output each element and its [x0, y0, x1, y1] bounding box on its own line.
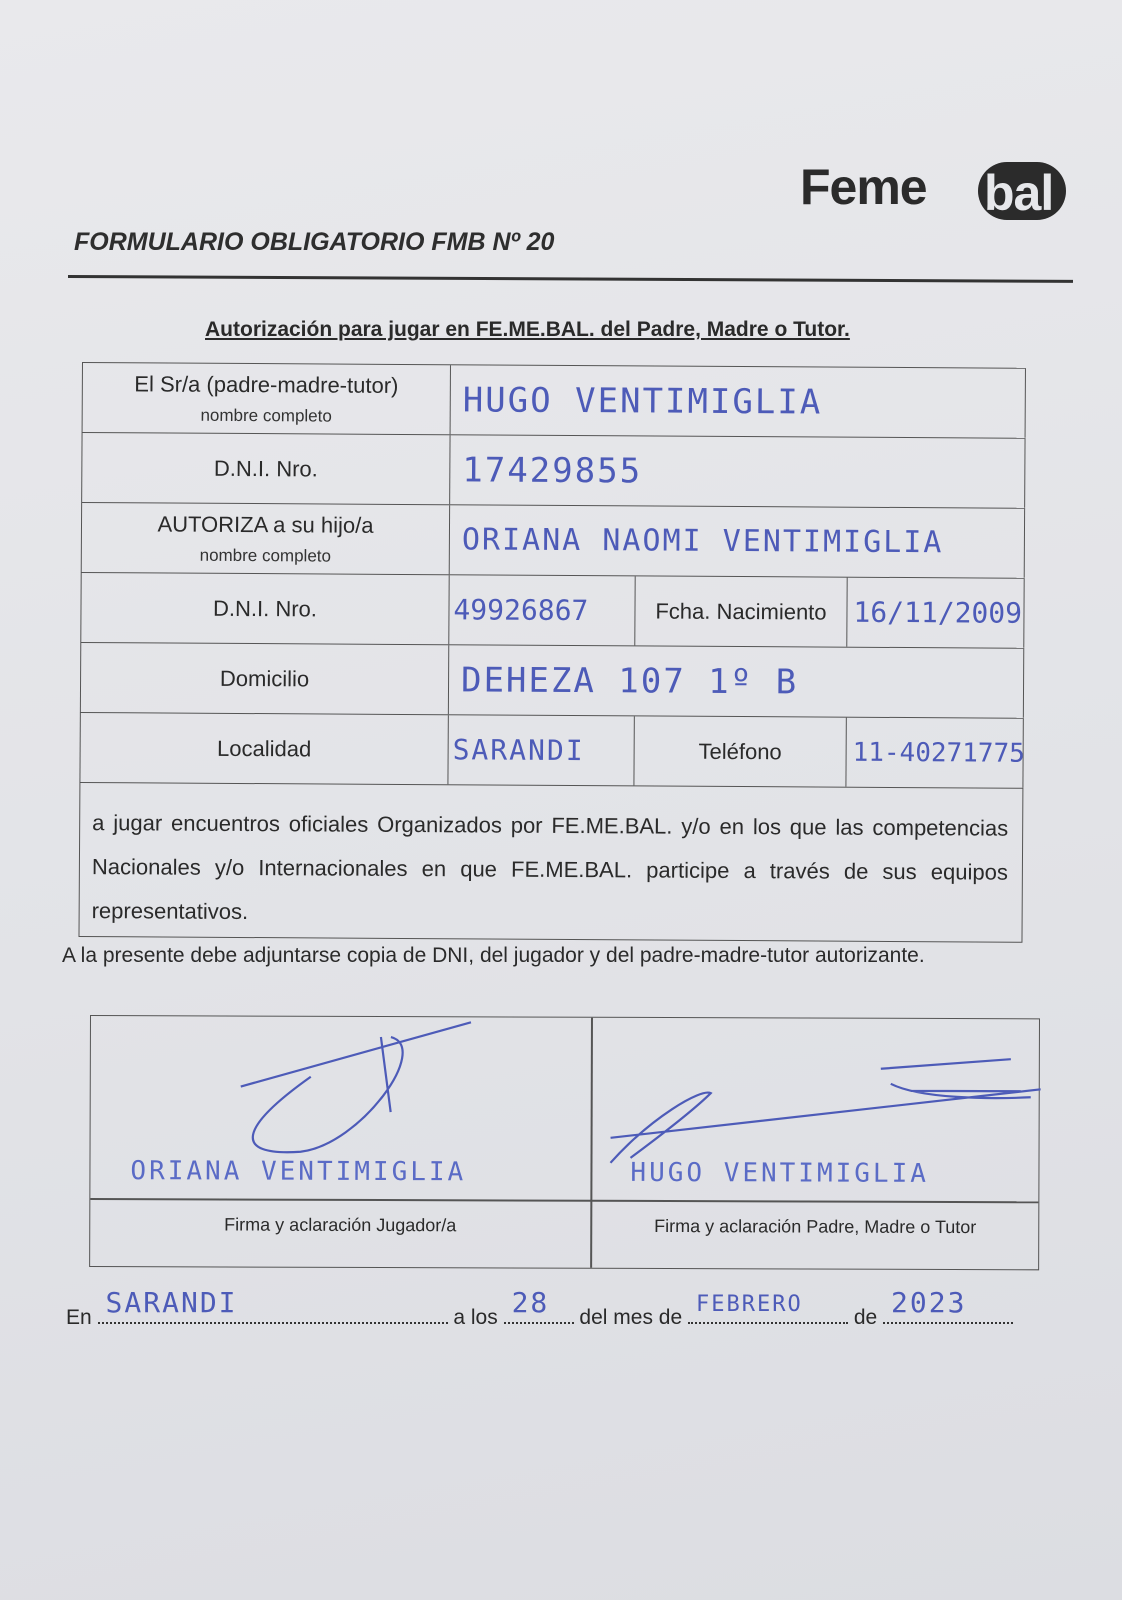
phone-label: Teléfono: [633, 716, 845, 786]
logo-pill: [978, 162, 1066, 220]
footer-a-los: a los: [453, 1306, 498, 1329]
domicilio-field[interactable]: DEHEZA 107 1º B: [448, 645, 1024, 718]
phone-field[interactable]: 11-40271775: [845, 718, 1023, 788]
row-hijo: [81, 502, 1025, 578]
place-field[interactable]: [98, 1286, 448, 1324]
femebal-logo: [800, 150, 1070, 230]
year-field[interactable]: [883, 1286, 1013, 1324]
tutor-sublabel: nombre completo: [200, 405, 332, 426]
localidad-field[interactable]: SARANDI: [447, 715, 633, 785]
hijo-label-cell: [81, 503, 449, 574]
hijo-sublabel: nombre completo: [199, 545, 332, 566]
logo-text: Feme: [800, 159, 927, 215]
place-value: SARANDI: [105, 1286, 238, 1319]
tutor-name-printed: HUGO VENTIMIGLIA: [630, 1157, 929, 1189]
attachment-note: A la presente debe adjuntarse copia de DNI, del jugador y del padre-madre-tutor autorizante.: [62, 944, 925, 967]
footer-del-mes: del mes de: [579, 1306, 683, 1329]
row-localidad: [79, 712, 1023, 788]
birth-date-field[interactable]: 16/11/2009: [846, 578, 1024, 648]
hijo-name-field[interactable]: ORIANA NAOMI VENTIMIGLIA: [449, 505, 1025, 578]
form-subtitle: Autorización para jugar en FE.ME.BAL. del Padre, Madre o Tutor.: [205, 318, 850, 341]
tutor-signature: [610, 1058, 1040, 1165]
row-hijo-dni: [80, 572, 1024, 648]
tutor-dni-label: D.N.I. Nro.: [81, 433, 449, 504]
domicilio-label: Domicilio: [80, 643, 448, 714]
day-field[interactable]: [504, 1286, 574, 1324]
authorization-table: [78, 362, 1025, 943]
footer-line: [66, 1286, 1013, 1330]
month-field[interactable]: [688, 1292, 848, 1324]
localidad-label: Localidad: [79, 713, 447, 784]
day-value: 28: [511, 1286, 550, 1319]
row-tutor-dni: [81, 432, 1025, 508]
signature-box: [89, 1015, 1040, 1270]
hijo-dni-label: D.N.I. Nro.: [80, 573, 448, 644]
tutor-dni-field[interactable]: 17429855: [449, 435, 1025, 508]
footer-en: En: [66, 1306, 92, 1329]
tutor-label-cell: [82, 363, 450, 434]
year-value: 2023: [891, 1286, 967, 1319]
birth-date-label: Fcha. Nacimiento: [634, 576, 846, 646]
title-rule: [68, 275, 1073, 283]
logo-pill-text: bal: [984, 165, 1054, 221]
tutor-name-field[interactable]: HUGO VENTIMIGLIA: [450, 365, 1026, 438]
hijo-label: AUTORIZA a su hijo/a: [157, 510, 374, 538]
row-tutor: [82, 362, 1026, 438]
player-signature: [241, 1022, 471, 1153]
form-title: FORMULARIO OBLIGATORIO FMB Nº 20: [74, 228, 555, 256]
row-domicilio: [80, 642, 1024, 718]
month-value: FEBRERO: [696, 1292, 803, 1317]
player-name-printed: ORIANA VENTIMIGLIA: [130, 1156, 467, 1188]
player-signature-label: Firma y aclaración Jugador/a: [224, 1214, 457, 1236]
tutor-signature-label: Firma y aclaración Padre, Madre o Tutor: [654, 1215, 977, 1238]
tutor-label: El Sr/a (padre-madre-tutor): [134, 370, 399, 398]
authorization-paragraph: a jugar encuentros oficiales Organizados por FE.ME.BAL. y/o en los que las competencias Nacionales y/o Internacionales en que FE.ME.BAL. participe a través de sus equipos representativos.: [78, 782, 1023, 943]
hijo-dni-field[interactable]: 49926867: [448, 575, 634, 645]
footer-de: de: [853, 1306, 878, 1329]
